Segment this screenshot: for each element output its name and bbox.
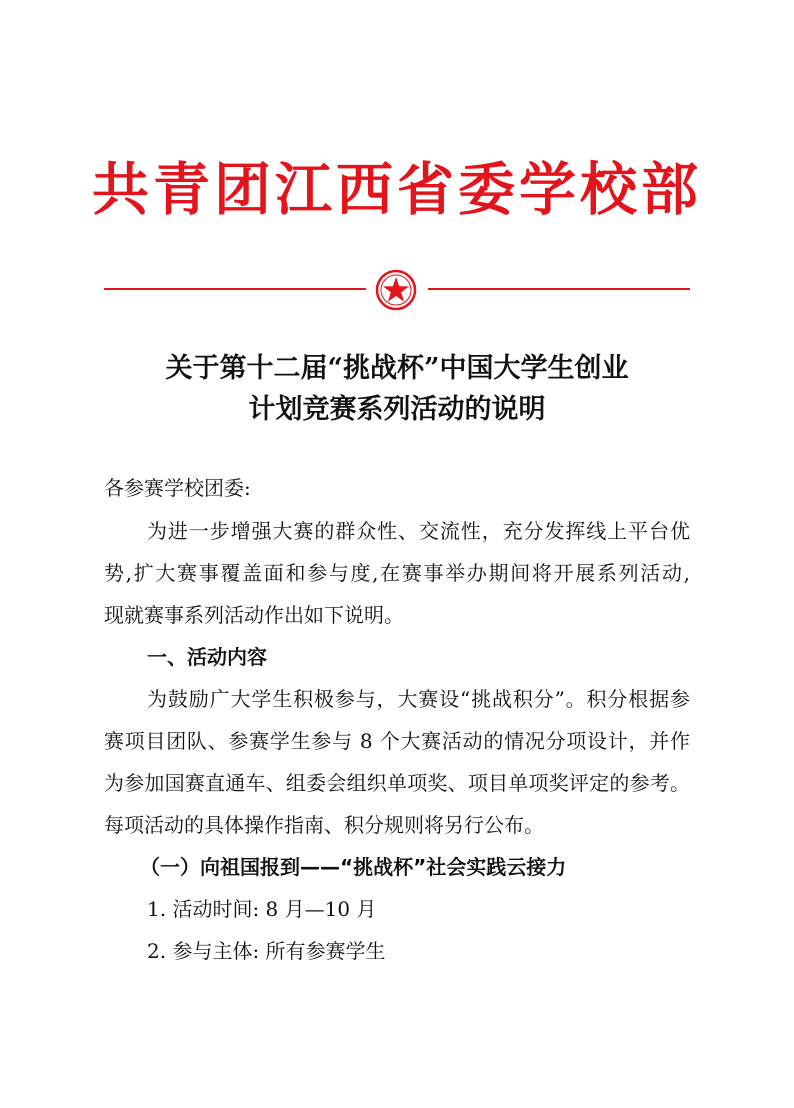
section-heading: 一、活动内容 bbox=[147, 645, 267, 669]
section-paragraph-line: 赛项目团队、参赛学生参与 8 个大赛活动的情况分项设计，并作 bbox=[104, 729, 690, 753]
intro-paragraph-line: 现就赛事系列活动作出如下说明。 bbox=[104, 603, 404, 627]
document-title-line-1: 关于第十二届“挑战杯”中国大学生创业 bbox=[165, 353, 629, 384]
document-title-line-2: 计划竞赛系列活动的说明 bbox=[248, 394, 546, 425]
red-star-emblem-icon bbox=[374, 268, 418, 312]
divider-line-left bbox=[104, 288, 366, 290]
intro-paragraph-line: 势,扩大赛事覆盖面和参与度,在赛事举办期间将开展系列活动, bbox=[104, 561, 690, 585]
section-paragraph-line: 为鼓励广大学生积极参与，大赛设“挑战积分”。积分根据参 bbox=[147, 687, 690, 711]
masthead-divider bbox=[0, 264, 794, 314]
salutation: 各参赛学校团委: bbox=[104, 476, 251, 500]
section-paragraph-line: 每项活动的具体操作指南、积分规则将另行公布。 bbox=[104, 813, 544, 837]
list-item: 2. 参与主体: 所有参赛学生 bbox=[147, 939, 386, 963]
intro-paragraph-line: 为进一步增强大赛的群众性、交流性，充分发挥线上平台优 bbox=[147, 519, 690, 543]
subsection-heading: （一）向祖国报到——“挑战杯”社会实践云接力 bbox=[140, 855, 567, 879]
section-paragraph-line: 为参加国赛直通车、组委会组织单项奖、项目单项奖评定的参考。 bbox=[104, 771, 690, 795]
masthead-org-name: 共青团江西省委学校部 bbox=[92, 156, 702, 223]
divider-line-right bbox=[428, 288, 690, 290]
list-item: 1. 活动时间: 8 月—10 月 bbox=[147, 897, 377, 921]
